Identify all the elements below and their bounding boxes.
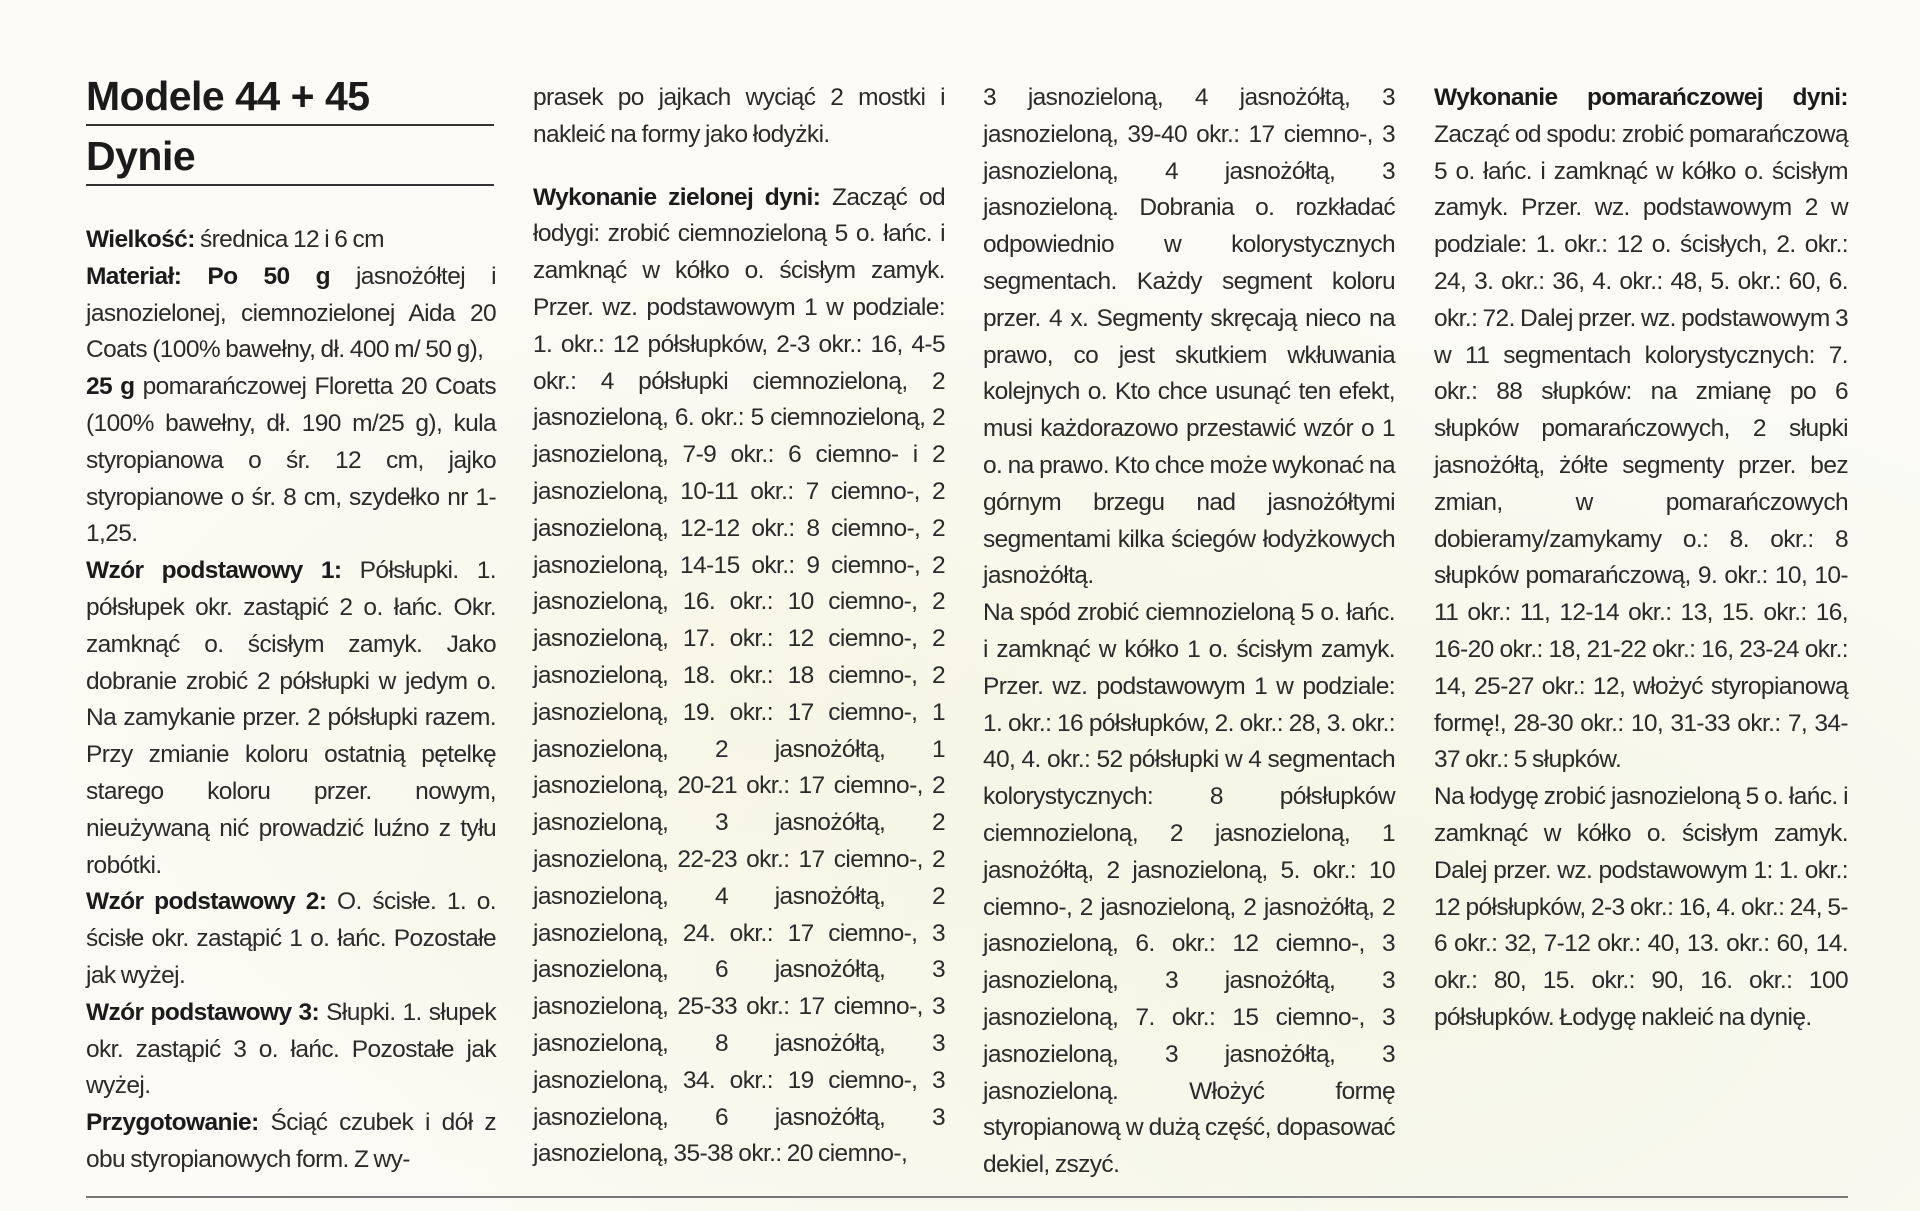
paragraph	[533, 80, 945, 154]
paragraph-label: Przygotowanie:	[86, 1109, 259, 1137]
paragraph-text: jasnożółtej i jasnozielonej, ciemnozielonej Aida 20 Coats (100% bawełny, dł. 400 m/ 50 g),	[86, 262, 496, 364]
paragraph-text: prasek po jajkach wyciąć 2 mostki i nakleić na formy jako łodyżki.	[533, 84, 945, 148]
bottom-divider	[86, 1196, 1848, 1198]
paragraph-text: O. ścisłe. 1. o. ścisłe okr. zastąpić 1 o. łańc. Pozostałe jak wyżej.	[86, 888, 496, 989]
text-column-3	[983, 80, 1395, 1184]
text-column-4	[1434, 80, 1848, 1037]
paragraph-label: Materiał: Po 50 g	[86, 262, 330, 290]
paragraph	[86, 369, 496, 553]
title-line-2: Dynie	[86, 132, 494, 186]
paragraph-text: Zacząć od spodu: zrobić pomarańczową 5 o. łańc. i zamknąć w kółko o. ścisłym zamyk. Przer. wz. podstawowym 2 w podziale: 1. okr.: 12 o. ścisłych, 2. okr.: 24, 3. okr.: 36, 4. okr.: 48, 5. okr.: 60, 6. okr.: 72. Dalej przer. wz. podstawowym 3 w 11 segmentach kolorystycznych: 7. okr.: 88 słupków: na zmianę po 6 słupków pomarańczowych, 2 słupki jasnożółtą, żółte segmenty przer. bez zmian, w pomarańczowych dobieramy/zamykamy o.: 8. okr.: 8 słupków pomarańczową, 9. okr.: 10, 10-11 okr.: 11, 12-14 okr.: 13, 15. okr.: 16, 16-20 okr.: 18, 21-22 okr.: 16, 23-24 okr.: 14, 25-27 okr.: 12, włożyć styropianową formę!, 28-30 okr.: 10, 31-33 okr.: 7, 34-37 okr.: 5 słupków.	[1434, 120, 1848, 774]
title-line-1: Modele 44 + 45	[86, 72, 494, 126]
paragraph-text: Na spód zrobić ciemnozieloną 5 o. łańc. i zamknąć w kółko 1 o. ścisłym zamyk. Przer. wz. podstawowym 1 w podziale: 1. okr.: 16 półsłupków, 2. okr.: 28, 3. okr.: 40, 4. okr.: 52 półsłupki w 4 segmentach kolorystycznych: 8 półsłupków ciemnozieloną, 2 jasnozieloną, 1 jasnożółtą, 2 jasnozieloną, 5. okr.: 10 ciemno-, 2 jasnozieloną, 2 jasnożółtą, 2 jasnozieloną, 6. okr.: 12 ciemno-, 3 jasnozieloną, 3 jasnożółtą, 3 jasnozieloną, 7. okr.: 15 ciemno-, 3 jasnozieloną, 3 jasnożółtą, 3 jasnozieloną. Włożyć formę styropianową w dużą część, dopasować dekiel, zszyć.	[983, 599, 1395, 1179]
paragraph-text: Zacząć od łodygi: zrobić ciemnozieloną 5 o. łańc. i zamknąć w kółko o. ścisłym zamyk. Przer. wz. podstawowym 1 w podziale: 1. okr.: 12 półsłupków, 2-3 okr.: 16, 4-5 okr.: 4 półsłupki ciemnozieloną, 2 jasnozieloną, 6. okr.: 5 ciemnozieloną, 2 jasnozieloną, 7-9 okr.: 6 ciemno- i 2 jasnozieloną, 10-11 okr.: 7 ciemno-, 2 jasnozieloną, 12-12 okr.: 8 ciemno-, 2 jasnozieloną, 14-15 okr.: 9 ciemno-, 2 jasnozieloną, 16. okr.: 10 ciemno-, 2 jasnozieloną, 17. okr.: 12 ciemno-, 2 jasnozieloną, 18. okr.: 18 ciemno-, 2 jasnozieloną, 19. okr.: 17 ciemno-, 1 jasnozieloną, 2 jasnożółtą, 1 jasnozieloną, 20-21 okr.: 17 ciemno-, 2 jasnozieloną, 3 jasnożółtą, 2 jasnozieloną, 22-23 okr.: 17 ciemno-, 2 jasnozieloną, 4 jasnożółtą, 2 jasnozieloną, 24. okr.: 17 ciemno-, 3 jasnozieloną, 6 jasnożółtą, 3 jasnozieloną, 25-33 okr.: 17 ciemno-, 3 jasnozieloną, 8 jasnożółtą, 3 jasnozieloną, 34. okr.: 19 ciemno-, 3 jasnozieloną, 6 jasnożółtą, 3 jasnozieloną, 35-38 okr.: 20 ciemno-,	[533, 183, 945, 1168]
paragraph-text: Półsłupki. 1. półsłupek okr. zastąpić 2 o. łańc. Okr. zamknąć o. ścisłym zamyk. Jako dobranie zrobić 2 półsłupki w jedym o. Na zamykanie przer. 2 półsłupki razem. Przy zmianie koloru ostatnią pętelkę starego koloru przer. nowym, nieużywaną nić prowadzić luźno z tyłu robótki.	[86, 557, 496, 879]
paragraph-label: Wzór podstawowy 2:	[86, 888, 327, 916]
paragraph-label: Wykonanie zielonej dyni:	[533, 183, 821, 211]
paragraph	[1434, 80, 1848, 779]
paragraph	[983, 595, 1395, 1184]
paragraph-label: Wzór podstawowy 3:	[86, 998, 320, 1026]
paragraph	[86, 884, 496, 994]
text-column-2	[533, 80, 945, 1173]
paragraph-text: średnica 12 i 6 cm	[194, 226, 384, 253]
paragraph-label: Wykonanie pomarańczowej dyni:	[1434, 84, 1848, 111]
paragraph-label: Wzór podstawowy 1:	[86, 557, 342, 585]
paragraph	[86, 553, 496, 884]
paragraph-text: Ściąć czubek i dół z obu styropianowych form. Z wy-	[86, 1109, 496, 1173]
paragraph	[983, 80, 1395, 595]
paragraph-text: Słupki. 1. słupek okr. zastąpić 3 o. łańc. Pozostałe jak wyżej.	[86, 998, 496, 1100]
paragraph	[86, 222, 496, 259]
paragraph-label: Wielkość:	[86, 226, 195, 253]
paragraph	[533, 180, 945, 1174]
article-title	[86, 72, 494, 192]
paragraph	[1434, 779, 1848, 1037]
paragraph-text: Na łodygę zrobić jasnozieloną 5 o. łańc. i zamknąć w kółko o. ścisłym zamyk. Dalej przer. wz. podstawowym 1: 1. okr.: 12 półsłupków, 2-3 okr.: 16, 4. okr.: 24, 5-6 okr.: 32, 7-12 okr.: 40, 13. okr.: 60, 14. okr.: 80, 15. okr.: 90, 16. okr.: 100 półsłupków. Łodygę nakleić na dynię.	[1434, 783, 1848, 1031]
paragraph	[86, 259, 496, 369]
paragraph-text: 3 jasnozieloną, 4 jasnożółtą, 3 jasnozieloną, 39-40 okr.: 17 ciemno-, 3 jasnozieloną, 4 jasnożółtą, 3 jasnozieloną. Dobrania o. rozkładać odpowiednio w kolorystycznych segmentach. Każdy segment koloru przer. 4 x. Segmenty skręcają nieco na prawo, co jest skutkiem wkłuwania kolejnych o. Kto chce usunąć ten efekt, musi każdorazowo przestawić wzór o 1 o. na prawo. Kto chce może wykonać na górnym brzegu nad jasnożółtymi segmentami kilka ściegów łodyżkowych jasnożółtą.	[983, 84, 1395, 590]
text-column-1	[86, 222, 496, 1179]
paragraph	[86, 995, 496, 1105]
paragraph-label: 25 g	[86, 373, 135, 401]
paragraph-text: pomarańczowej Floretta 20 Coats (100% bawełny, dł. 190 m/25 g), kula styropianowa o śr. 12 cm, jajko styropianowe o śr. 8 cm, szydełko nr 1-1,25.	[86, 373, 496, 548]
paragraph	[86, 1105, 496, 1179]
